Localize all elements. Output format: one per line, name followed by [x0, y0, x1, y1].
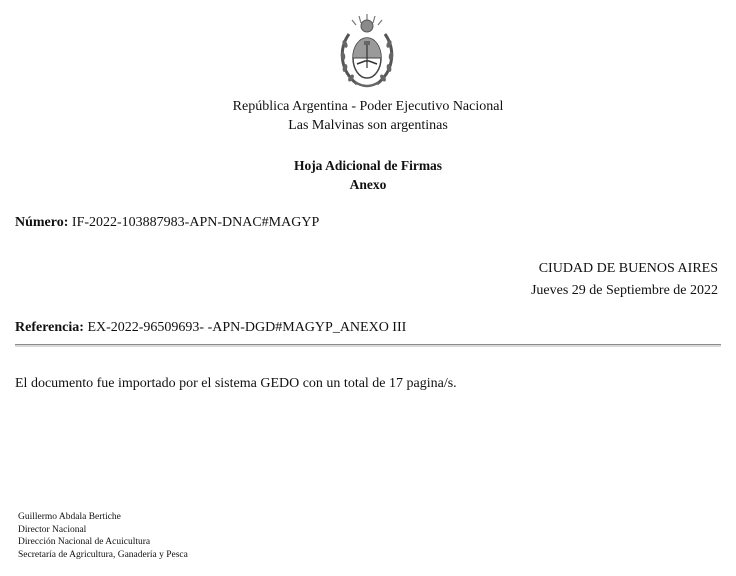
- number-label: Número:: [15, 215, 69, 230]
- document-number: [15, 215, 319, 231]
- motto-line: Las Malvinas son argentinas: [288, 118, 448, 133]
- city-text: CIUDAD DE BUENOS AIRES: [538, 261, 718, 276]
- title-line: Hoja Adicional de Firmas: [293, 158, 443, 173]
- subtitle-line: Anexo: [349, 177, 387, 192]
- issuer-header: [0, 97, 736, 135]
- reference-value: EX-2022-96509693- -APN-DGD#MAGYP_ANEXO III: [87, 320, 407, 335]
- reference: [15, 320, 406, 336]
- body-text: El documento fue importado por el sistema GEDO con un total de 17 pagina/s.: [15, 376, 457, 391]
- argentina-coat-of-arms-icon: [335, 12, 399, 92]
- divider: [15, 344, 721, 347]
- signature-block: [18, 511, 188, 561]
- reference-label: Referencia:: [15, 320, 84, 335]
- number-value: IF-2022-103887983-APN-DNAC#MAGYP: [71, 215, 320, 230]
- date-text: Jueves 29 de Septiembre de 2022: [530, 283, 718, 298]
- signer-name: Guillermo Abdala Bertiche: [18, 512, 121, 522]
- issuer-line: República Argentina - Poder Ejecutivo Nacional: [232, 99, 504, 114]
- signer-unit: Dirección Nacional de Acuicultura: [18, 537, 151, 547]
- signer-position: Director Nacional: [18, 524, 87, 535]
- signer-organization: Secretaría de Agricultura, Ganadería y Pesca: [18, 549, 188, 560]
- document-title: [0, 156, 736, 194]
- place-and-date: [531, 258, 718, 302]
